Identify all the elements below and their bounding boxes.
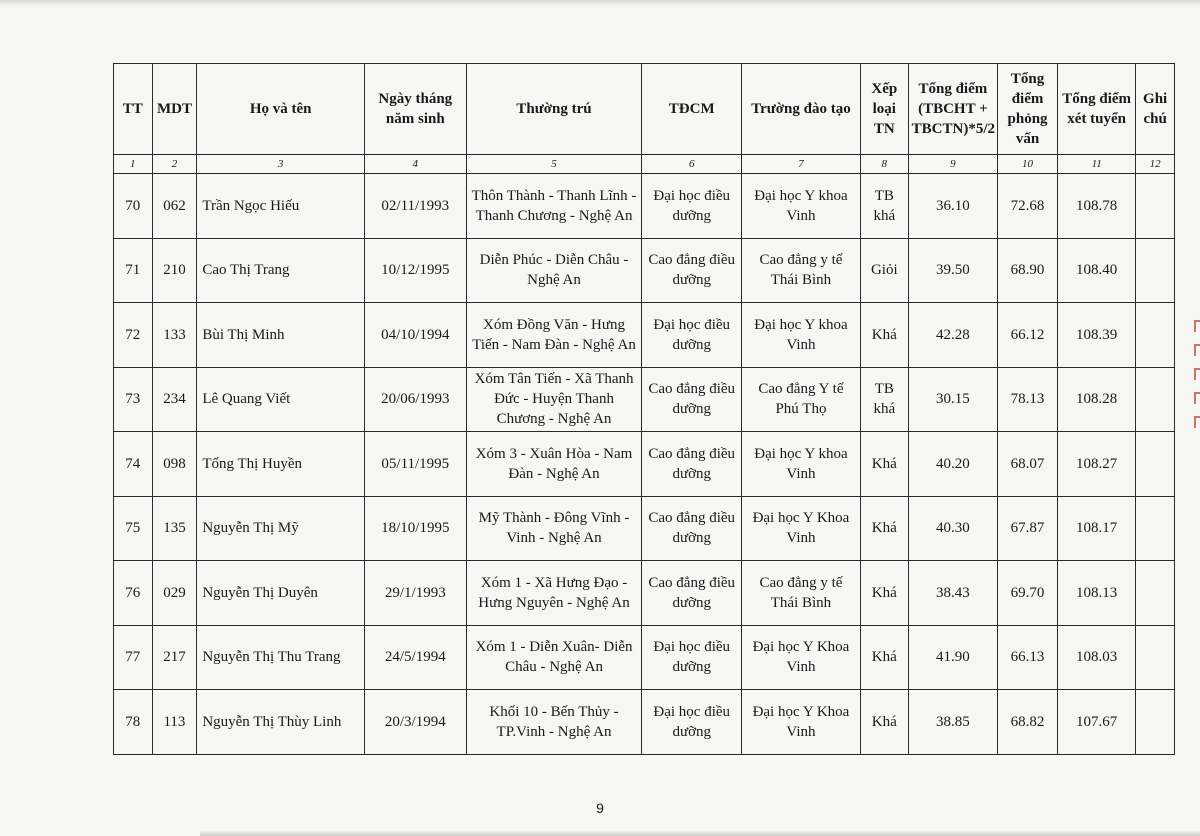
cell-residence: Diễn Phúc - Diễn Châu - Nghệ An	[466, 238, 642, 303]
cell-mdt: 133	[152, 303, 197, 368]
cell-school: Cao đẳng Y tế Phú Thọ	[742, 367, 861, 432]
table-row	[114, 367, 1175, 432]
cell-score-total: 40.30	[908, 496, 997, 561]
cell-tt: 72	[114, 303, 153, 368]
cell-note	[1136, 561, 1175, 626]
cell-admission: 108.27	[1058, 432, 1136, 497]
cell-dob: 04/10/1994	[364, 303, 466, 368]
cell-qualification: Đại học điều dưỡng	[642, 690, 742, 755]
cell-tt: 78	[114, 690, 153, 755]
table-row	[114, 174, 1175, 239]
cell-note	[1136, 174, 1175, 239]
cell-note	[1136, 238, 1175, 303]
header-residence: Thường trú	[466, 64, 642, 155]
cell-qualification: Đại học điều dưỡng	[642, 174, 742, 239]
cell-tt: 76	[114, 561, 153, 626]
cell-residence: Xóm Đồng Văn - Hưng Tiến - Nam Đàn - Nghệ An	[466, 303, 642, 368]
cell-tt: 75	[114, 496, 153, 561]
cell-school: Cao đẳng y tế Thái Bình	[742, 561, 861, 626]
cell-score-total: 40.20	[908, 432, 997, 497]
cell-qualification: Cao đẳng điều dưỡng	[642, 238, 742, 303]
cell-school: Đại học Y khoa Vinh	[742, 432, 861, 497]
cell-name: Nguyễn Thị Thu Trang	[197, 625, 365, 690]
cell-admission: 108.78	[1058, 174, 1136, 239]
cell-tt: 77	[114, 625, 153, 690]
cell-rank: Khá	[860, 496, 908, 561]
cell-qualification: Cao đẳng điều dưỡng	[642, 367, 742, 432]
column-number-row	[114, 155, 1175, 174]
cell-school: Đại học Y Khoa Vinh	[742, 496, 861, 561]
header-score-total: Tổng điểm (TBCHT + TBCTN)*5/2	[908, 64, 997, 155]
cell-rank: Giỏi	[860, 238, 908, 303]
header-admission: Tổng điểm xét tuyển	[1058, 64, 1136, 155]
cell-residence: Xóm 3 - Xuân Hòa - Nam Đàn - Nghệ An	[466, 432, 642, 497]
scan-top-edge	[0, 0, 1200, 6]
cell-interview: 68.82	[998, 690, 1058, 755]
column-number: 10	[998, 155, 1058, 174]
cell-note	[1136, 367, 1175, 432]
cell-score-total: 42.28	[908, 303, 997, 368]
cell-dob: 10/12/1995	[364, 238, 466, 303]
column-number: 6	[642, 155, 742, 174]
cell-score-total: 39.50	[908, 238, 997, 303]
column-number: 1	[114, 155, 153, 174]
table-row	[114, 561, 1175, 626]
cell-tt: 70	[114, 174, 153, 239]
cell-note	[1136, 303, 1175, 368]
cell-tt: 74	[114, 432, 153, 497]
cell-school: Đại học Y Khoa Vinh	[742, 625, 861, 690]
cell-mdt: 029	[152, 561, 197, 626]
header-school: Trường đào tạo	[742, 64, 861, 155]
cell-interview: 72.68	[998, 174, 1058, 239]
cell-mdt: 113	[152, 690, 197, 755]
cell-qualification: Đại học điều dưỡng	[642, 625, 742, 690]
cell-rank: Khá	[860, 303, 908, 368]
scan-edge-marks	[1188, 320, 1200, 440]
cell-mdt: 098	[152, 432, 197, 497]
column-number: 8	[860, 155, 908, 174]
column-number: 2	[152, 155, 197, 174]
cell-residence: Khối 10 - Bến Thủy - TP.Vinh - Nghệ An	[466, 690, 642, 755]
cell-score-total: 38.85	[908, 690, 997, 755]
cell-rank: Khá	[860, 432, 908, 497]
cell-school: Đại học Y Khoa Vinh	[742, 690, 861, 755]
column-number: 5	[466, 155, 642, 174]
cell-admission: 108.28	[1058, 367, 1136, 432]
cell-note	[1136, 690, 1175, 755]
header-name: Họ và tên	[197, 64, 365, 155]
cell-dob: 18/10/1995	[364, 496, 466, 561]
cell-dob: 05/11/1995	[364, 432, 466, 497]
column-number: 7	[742, 155, 861, 174]
cell-dob: 20/3/1994	[364, 690, 466, 755]
cell-name: Bùi Thị Minh	[197, 303, 365, 368]
header-rank: Xếp loại TN	[860, 64, 908, 155]
header-qualification: TĐCM	[642, 64, 742, 155]
cell-interview: 68.07	[998, 432, 1058, 497]
cell-tt: 71	[114, 238, 153, 303]
column-number: 12	[1136, 155, 1175, 174]
cell-admission: 108.39	[1058, 303, 1136, 368]
header-note: Ghi chú	[1136, 64, 1175, 155]
table-row	[114, 690, 1175, 755]
cell-score-total: 36.10	[908, 174, 997, 239]
cell-rank: TB khá	[860, 174, 908, 239]
admission-results-table	[113, 63, 1175, 755]
cell-school: Đại học Y khoa Vinh	[742, 303, 861, 368]
cell-residence: Thôn Thành - Thanh Lĩnh - Thanh Chương - Nghệ An	[466, 174, 642, 239]
column-number: 4	[364, 155, 466, 174]
cell-residence: Xóm Tân Tiến - Xã Thanh Đức - Huyện Thanh Chương - Nghệ An	[466, 367, 642, 432]
table-body	[114, 174, 1175, 755]
cell-rank: Khá	[860, 690, 908, 755]
cell-note	[1136, 625, 1175, 690]
cell-name: Cao Thị Trang	[197, 238, 365, 303]
cell-name: Trần Ngọc Hiếu	[197, 174, 365, 239]
cell-residence: Mỹ Thành - Đông Vĩnh - Vinh - Nghệ An	[466, 496, 642, 561]
cell-rank: Khá	[860, 561, 908, 626]
cell-score-total: 38.43	[908, 561, 997, 626]
cell-note	[1136, 496, 1175, 561]
cell-mdt: 217	[152, 625, 197, 690]
cell-mdt: 234	[152, 367, 197, 432]
cell-interview: 66.13	[998, 625, 1058, 690]
cell-dob: 20/06/1993	[364, 367, 466, 432]
header-mdt: MDT	[152, 64, 197, 155]
column-number: 11	[1058, 155, 1136, 174]
cell-interview: 66.12	[998, 303, 1058, 368]
page-number: 9	[596, 800, 604, 816]
cell-interview: 69.70	[998, 561, 1058, 626]
cell-mdt: 062	[152, 174, 197, 239]
cell-score-total: 30.15	[908, 367, 997, 432]
cell-admission: 108.17	[1058, 496, 1136, 561]
cell-name: Nguyễn Thị Mỹ	[197, 496, 365, 561]
cell-school: Cao đẳng y tế Thái Bình	[742, 238, 861, 303]
column-number: 3	[197, 155, 365, 174]
cell-mdt: 135	[152, 496, 197, 561]
table-row	[114, 432, 1175, 497]
cell-admission: 108.13	[1058, 561, 1136, 626]
cell-score-total: 41.90	[908, 625, 997, 690]
cell-name: Nguyễn Thị Duyên	[197, 561, 365, 626]
cell-name: Lê Quang Viết	[197, 367, 365, 432]
header-tt: TT	[114, 64, 153, 155]
cell-qualification: Cao đẳng điều dưỡng	[642, 432, 742, 497]
header-interview: Tổng điểm phỏng vấn	[998, 64, 1058, 155]
cell-dob: 24/5/1994	[364, 625, 466, 690]
cell-admission: 107.67	[1058, 690, 1136, 755]
cell-interview: 68.90	[998, 238, 1058, 303]
cell-qualification: Đại học điều dưỡng	[642, 303, 742, 368]
cell-tt: 73	[114, 367, 153, 432]
cell-dob: 02/11/1993	[364, 174, 466, 239]
column-number: 9	[908, 155, 997, 174]
table-row	[114, 303, 1175, 368]
cell-interview: 67.87	[998, 496, 1058, 561]
cell-interview: 78.13	[998, 367, 1058, 432]
scan-bottom-edge	[200, 830, 1200, 836]
cell-dob: 29/1/1993	[364, 561, 466, 626]
table-row	[114, 625, 1175, 690]
cell-school: Đại học Y khoa Vinh	[742, 174, 861, 239]
cell-admission: 108.40	[1058, 238, 1136, 303]
cell-qualification: Cao đẳng điều dưỡng	[642, 561, 742, 626]
cell-mdt: 210	[152, 238, 197, 303]
cell-note	[1136, 432, 1175, 497]
table-row	[114, 238, 1175, 303]
cell-residence: Xóm 1 - Diễn Xuân- Diễn Châu - Nghệ An	[466, 625, 642, 690]
cell-qualification: Cao đẳng điều dưỡng	[642, 496, 742, 561]
cell-rank: Khá	[860, 625, 908, 690]
cell-rank: TB khá	[860, 367, 908, 432]
cell-name: Nguyễn Thị Thùy Linh	[197, 690, 365, 755]
table-row	[114, 496, 1175, 561]
table-header-row	[114, 64, 1175, 155]
header-dob: Ngày tháng năm sinh	[364, 64, 466, 155]
cell-residence: Xóm 1 - Xã Hưng Đạo - Hưng Nguyên - Nghệ An	[466, 561, 642, 626]
cell-admission: 108.03	[1058, 625, 1136, 690]
cell-name: Tống Thị Huyền	[197, 432, 365, 497]
